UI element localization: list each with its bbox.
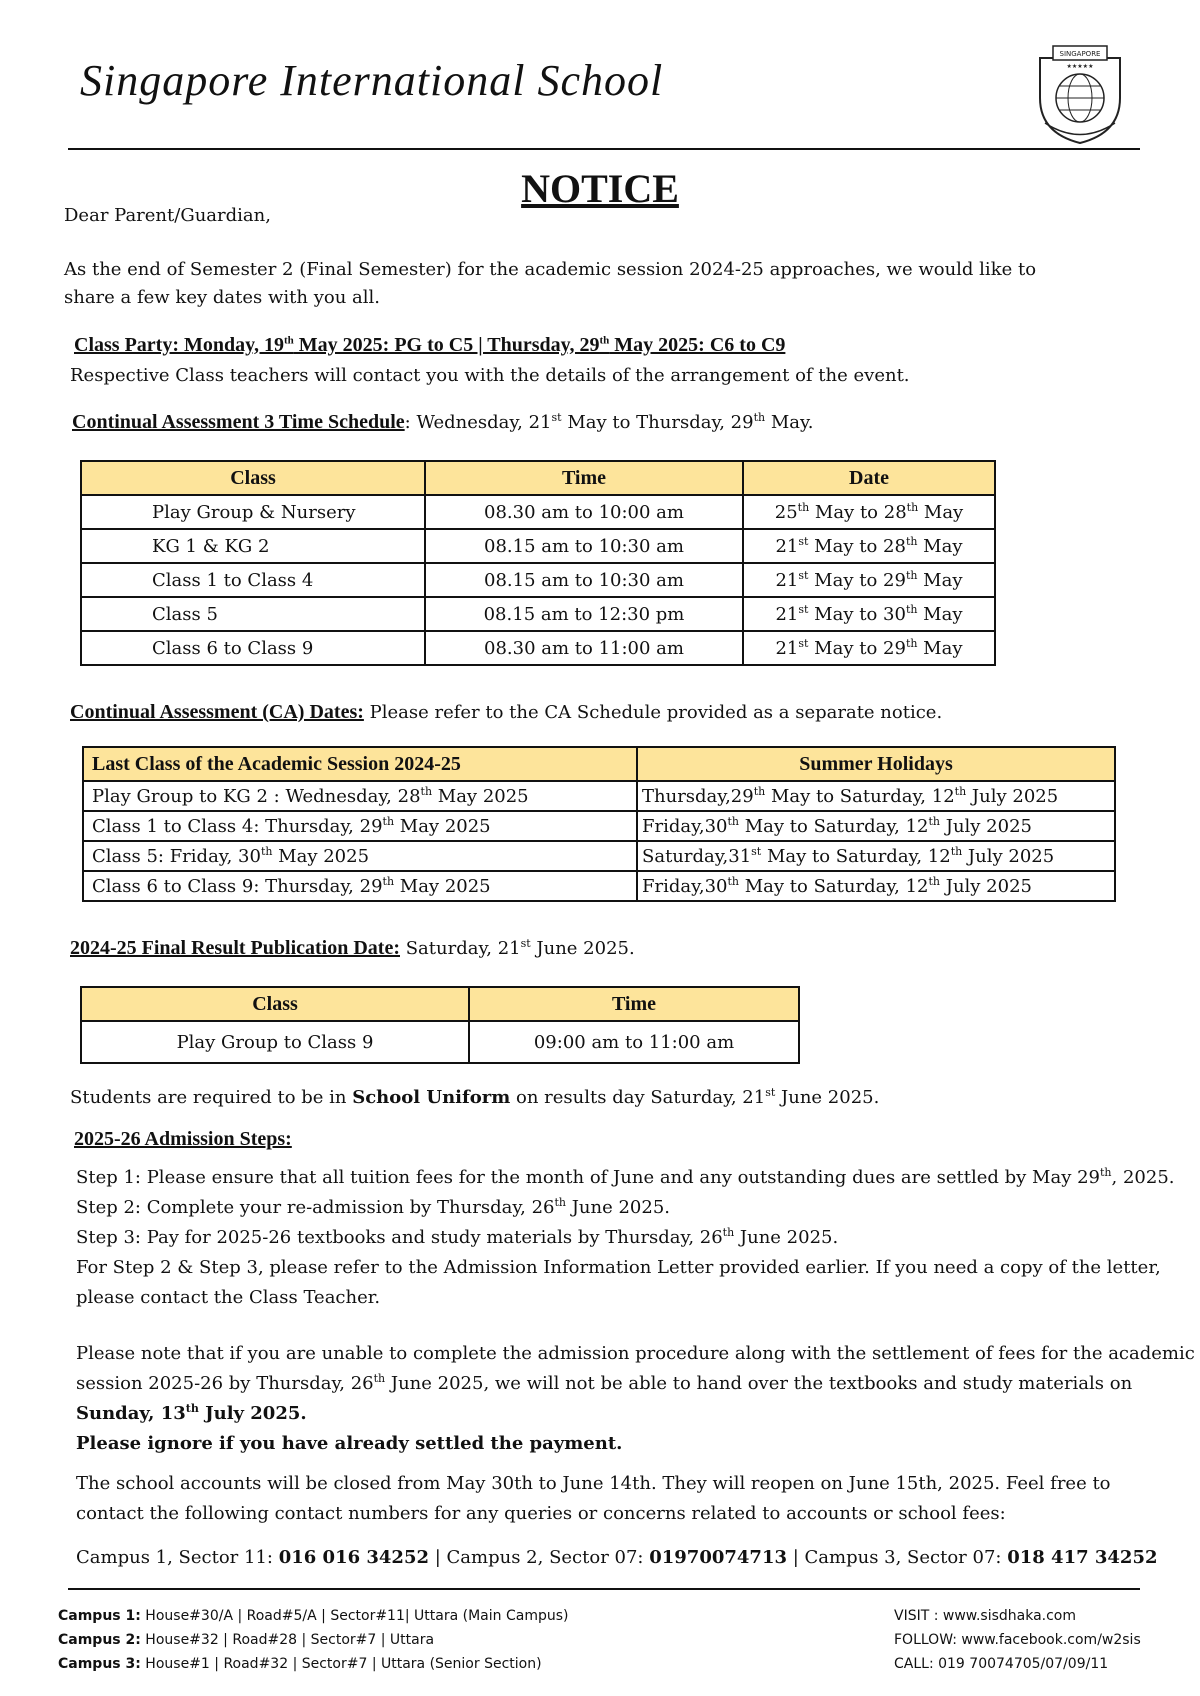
note-line-3: Sunday, 13th July 2025. — [76, 1402, 307, 1424]
last-class-cell: Class 6 to Class 9: Thursday, 29th May 2025 — [83, 871, 637, 901]
holidays-header-last-class: Last Class of the Academic Session 2024-25 — [83, 747, 637, 781]
footer-call: CALL: 019 70074705/07/09/11 — [894, 1656, 1109, 1672]
ca3-time-cell: 08.15 am to 10:30 am — [425, 563, 743, 597]
footer-follow-link[interactable]: FOLLOW: www.facebook.com/w2sis — [894, 1632, 1141, 1648]
footer-campus-2: Campus 2: House#32 | Road#28 | Sector#7 | Uttara — [58, 1632, 435, 1648]
accounts-line-1: The school accounts will be closed from May 30th to June 14th. They will reopen on June 15th, 2025. Feel free to — [76, 1473, 1111, 1494]
admission-step-1: Step 1: Please ensure that all tuition fees for the month of June and any outstanding dues are settled by May 29th, 2025. — [76, 1166, 1175, 1188]
footer-addresses — [58, 1604, 568, 1676]
svg-text:★★★★★: ★★★★★ — [1066, 63, 1094, 70]
table-row — [83, 841, 1115, 871]
result-time-cell: 09:00 am to 11:00 am — [469, 1021, 799, 1063]
admission-ref-line-2: please contact the Class Teacher. — [76, 1287, 381, 1308]
note-line-1: Please note that if you are unable to complete the admission procedure along with the settlement of fees for the academic — [76, 1343, 1195, 1364]
ca3-date-cell: 21st May to 29th May — [743, 563, 995, 597]
result-date-line: 2024-25 Final Result Publication Date: Saturday, 21st June 2025. — [70, 937, 635, 959]
footer-campus-1: Campus 1: House#30/A | Road#5/A | Sector#11| Uttara (Main Campus) — [58, 1608, 569, 1624]
summer-holiday-cell: Saturday,31st May to Saturday, 12th July 2025 — [637, 841, 1115, 871]
table-row — [81, 529, 995, 563]
class-party-note: Respective Class teachers will contact you with the details of the arrangement of the event. — [70, 365, 910, 386]
header-rule — [68, 148, 1140, 150]
ca3-class-cell: Class 6 to Class 9 — [81, 631, 425, 665]
admission-ref-line-1: For Step 2 & Step 3, please refer to the Admission Information Letter provided earlier. If you need a copy of the letter, — [76, 1257, 1161, 1278]
holidays-header-summer: Summer Holidays — [637, 747, 1115, 781]
ca3-header-class: Class — [81, 461, 425, 495]
intro-line-1: As the end of Semester 2 (Final Semester) for the academic session 2024-25 approaches, we would like to — [64, 259, 1037, 280]
ca3-class-cell: KG 1 & KG 2 — [81, 529, 425, 563]
result-header-class: Class — [81, 987, 469, 1021]
accounts-line-2: contact the following contact numbers for any queries or concerns related to accounts or school fees: — [76, 1503, 1006, 1524]
table-row — [81, 563, 995, 597]
ca3-date-cell: 21st May to 28th May — [743, 529, 995, 563]
class-party-heading: Class Party: Monday, 19th May 2025: PG to C5 | Thursday, 29th May 2025: C6 to C9 — [74, 334, 786, 356]
ca3-date-cell: 25th May to 28th May — [743, 495, 995, 529]
table-row — [83, 811, 1115, 841]
admission-step-2: Step 2: Complete your re-admission by Thursday, 26th June 2025. — [76, 1196, 671, 1218]
footer-visit-link[interactable]: VISIT : www.sisdhaka.com — [894, 1608, 1077, 1624]
school-logo-icon — [1025, 38, 1135, 148]
ca3-header-time: Time — [425, 461, 743, 495]
result-class-cell: Play Group to Class 9 — [81, 1021, 469, 1063]
campus-phone-line: Campus 1, Sector 11: 016 016 34252 | Campus 2, Sector 07: 01970074713 | Campus 3, Sector 07: 018 417 34252 — [76, 1547, 1158, 1568]
ignore-note: Please ignore if you have already settled the payment. — [76, 1433, 623, 1454]
ca3-time-cell: 08.30 am to 10:00 am — [425, 495, 743, 529]
ca3-header-date: Date — [743, 461, 995, 495]
table-row — [83, 781, 1115, 811]
ca3-table — [80, 460, 996, 666]
last-class-cell: Class 1 to Class 4: Thursday, 29th May 2025 — [83, 811, 637, 841]
admission-step-3: Step 3: Pay for 2025-26 textbooks and study materials by Thursday, 26th June 2025. — [76, 1226, 839, 1248]
summer-holiday-cell: Friday,30th May to Saturday, 12th July 2025 — [637, 871, 1115, 901]
ca3-line: Continual Assessment 3 Time Schedule: Wednesday, 21st May to Thursday, 29th May. — [72, 411, 814, 433]
ca-dates-line: Continual Assessment (CA) Dates: Please refer to the CA Schedule provided as a separate notice. — [70, 701, 943, 723]
last-class-cell: Class 5: Friday, 30th May 2025 — [83, 841, 637, 871]
admission-heading: 2025-26 Admission Steps: — [74, 1128, 292, 1150]
uniform-line: Students are required to be in School Uniform on results day Saturday, 21st June 2025. — [70, 1086, 880, 1108]
table-row — [81, 631, 995, 665]
table-row — [81, 495, 995, 529]
ca3-class-cell: Class 5 — [81, 597, 425, 631]
notice-title: NOTICE — [521, 166, 679, 211]
table-row — [81, 1021, 799, 1063]
intro-line-2: share a few key dates with you all. — [64, 287, 380, 308]
ca3-time-cell: 08.30 am to 11:00 am — [425, 631, 743, 665]
footer-contact — [894, 1604, 1141, 1676]
note-line-2: session 2025-26 by Thursday, 26th June 2025, we will not be able to hand over the textbooks and study materials on — [76, 1372, 1133, 1394]
result-table — [80, 986, 800, 1064]
footer-campus-3: Campus 3: House#1 | Road#32 | Sector#7 | Uttara (Senior Section) — [58, 1656, 542, 1672]
greeting: Dear Parent/Guardian, — [64, 205, 271, 226]
logo-text-top: SINGAPORE — [1059, 50, 1101, 58]
summer-holiday-cell: Thursday,29th May to Saturday, 12th July 2025 — [637, 781, 1115, 811]
holidays-table — [82, 746, 1116, 902]
ca3-date-cell: 21st May to 29th May — [743, 631, 995, 665]
ca3-class-cell: Play Group & Nursery — [81, 495, 425, 529]
last-class-cell: Play Group to KG 2 : Wednesday, 28th May 2025 — [83, 781, 637, 811]
table-row — [81, 597, 995, 631]
ca3-date-cell: 21st May to 30th May — [743, 597, 995, 631]
ca3-time-cell: 08.15 am to 10:30 am — [425, 529, 743, 563]
school-name: Singapore International School — [80, 56, 664, 105]
table-row — [83, 871, 1115, 901]
summer-holiday-cell: Friday,30th May to Saturday, 12th July 2025 — [637, 811, 1115, 841]
result-header-time: Time — [469, 987, 799, 1021]
footer-rule — [68, 1588, 1140, 1590]
ca3-class-cell: Class 1 to Class 4 — [81, 563, 425, 597]
ca3-time-cell: 08.15 am to 12:30 pm — [425, 597, 743, 631]
